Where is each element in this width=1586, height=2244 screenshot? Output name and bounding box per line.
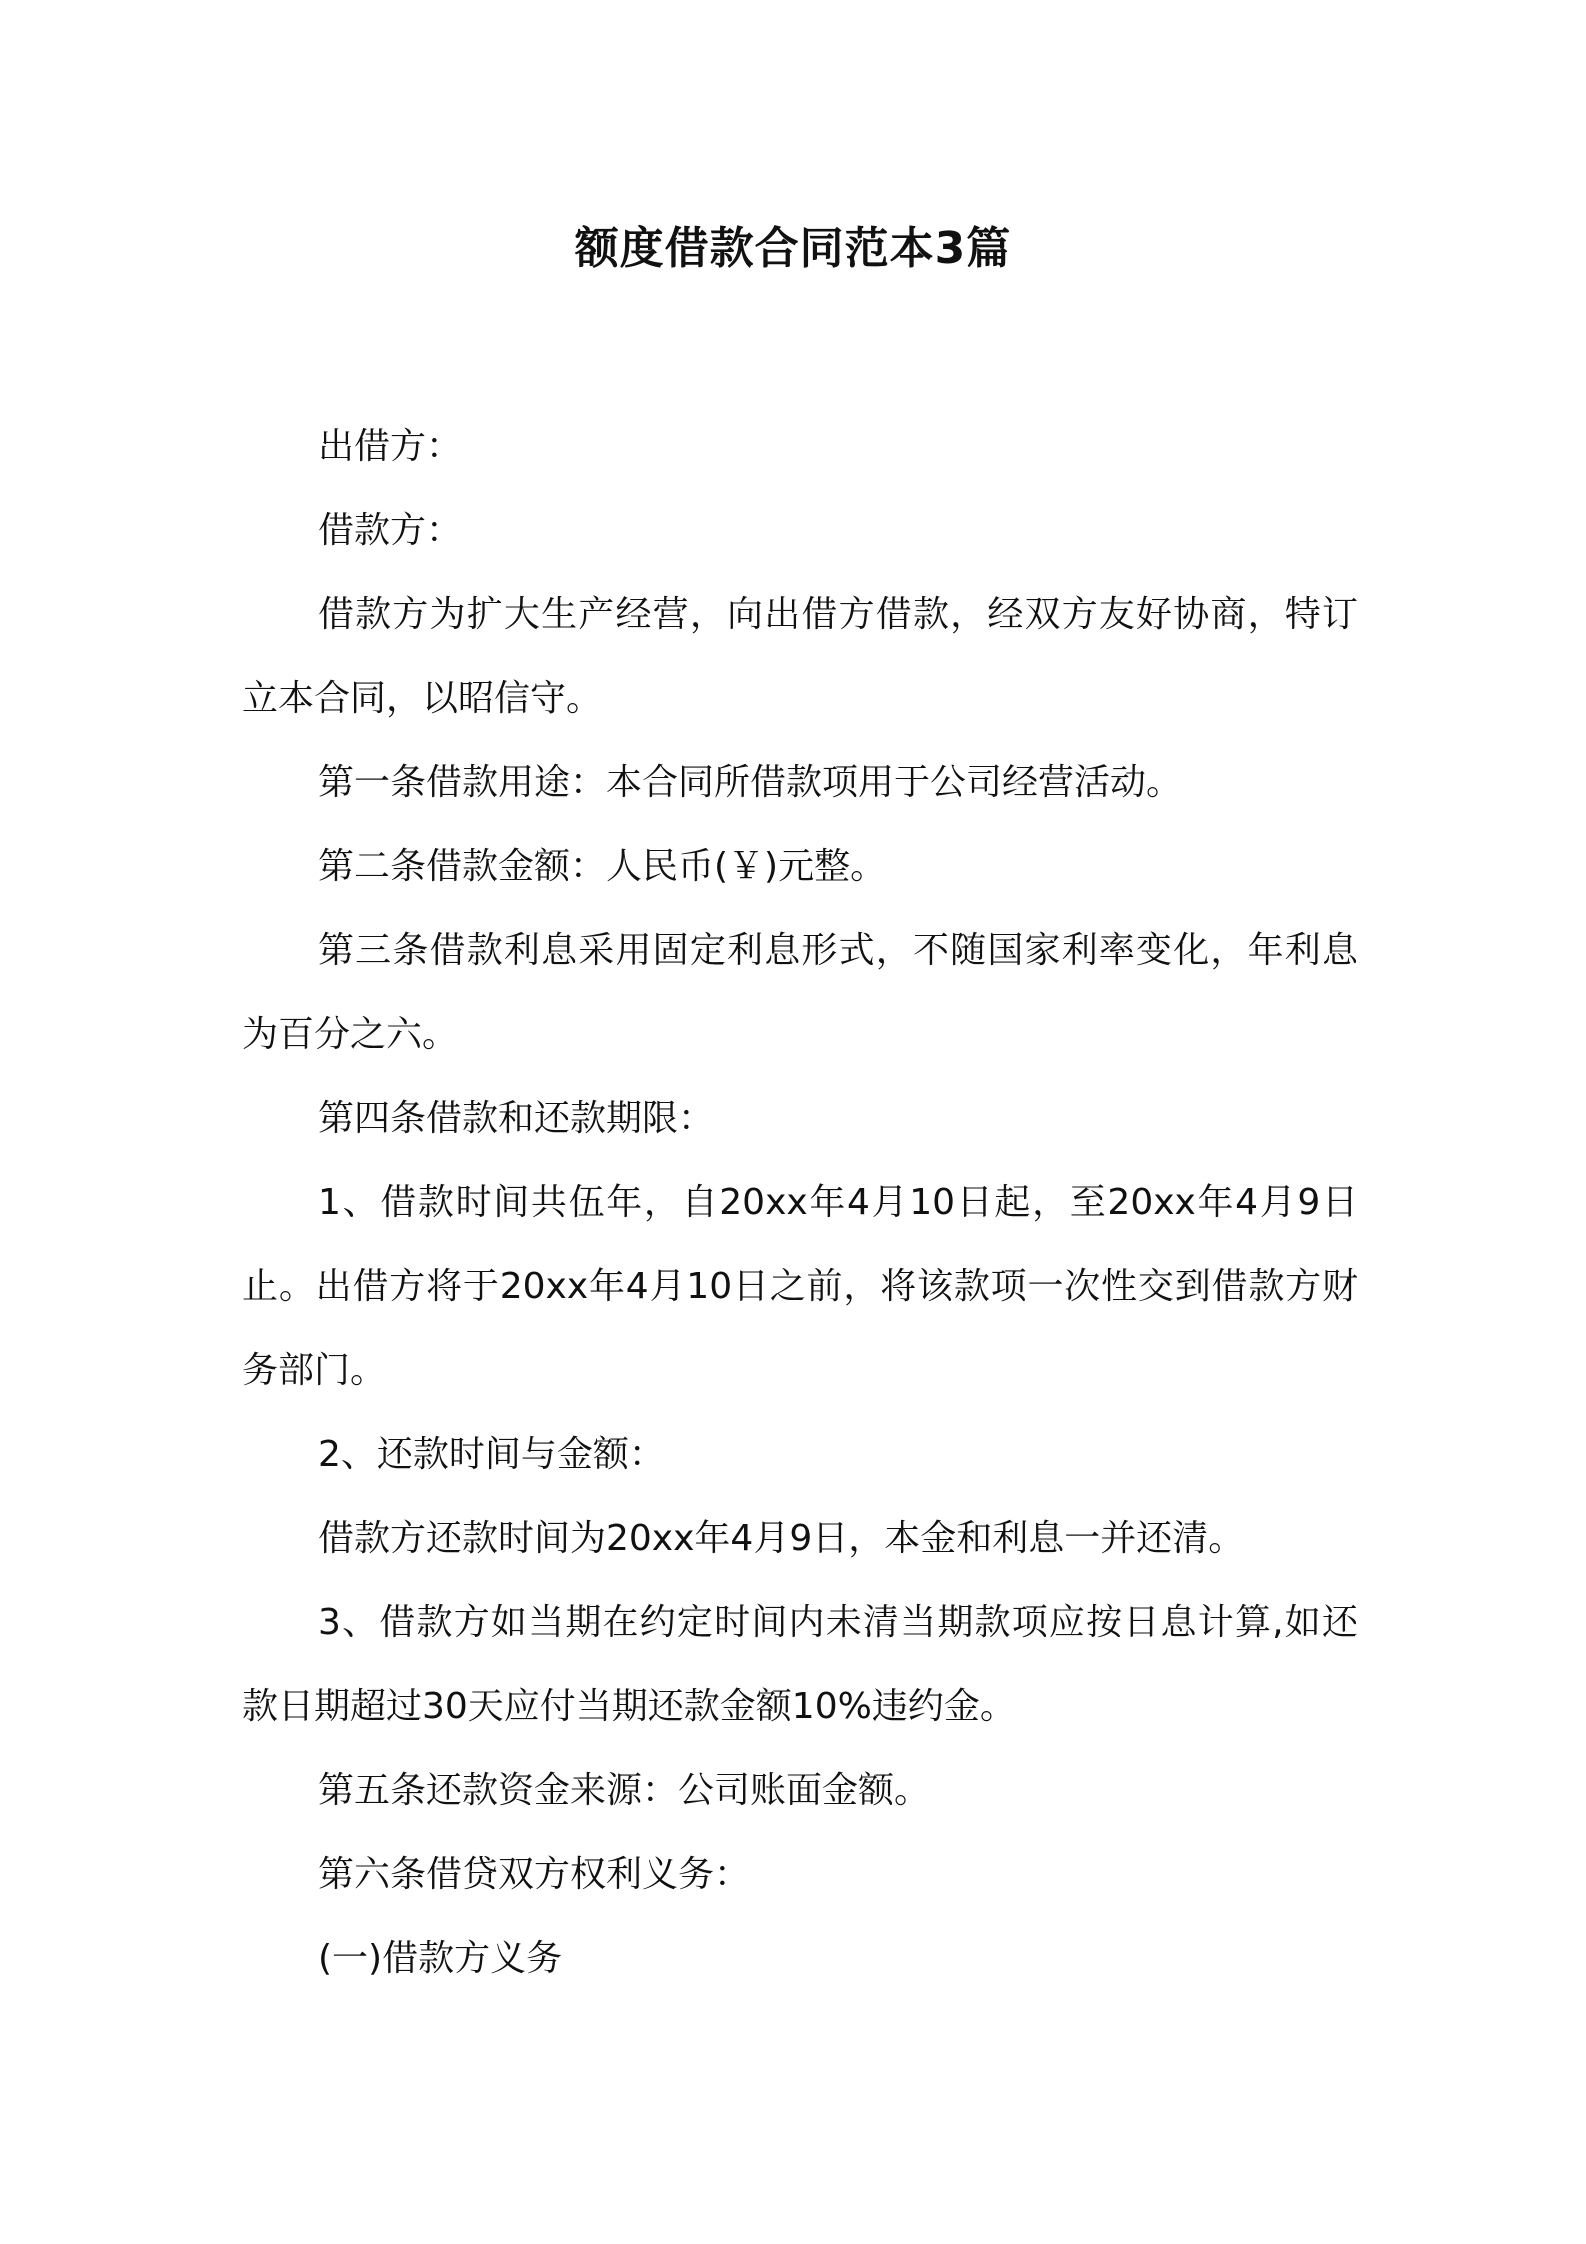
paragraph-lender: 出借方： — [318, 426, 463, 467]
paragraph-borrower: 借款方： — [318, 510, 463, 551]
document-title: 额度借款合同范本3篇 — [574, 223, 1012, 274]
paragraph-clause-3: 3、借款方如当期在约定时间内未清当期款项应按日息计算,如还款日期超过30天应付当期还款金额10%违约金。 — [242, 1602, 1358, 1727]
paragraph-clause-2: 2、还款时间与金额： — [318, 1434, 665, 1475]
paragraph-repayment-time: 借款方还款时间为20xx年4月9日，本金和利息一并还清。 — [318, 1518, 1245, 1559]
paragraph-preamble: 借款方为扩大生产经营，向出借方借款，经双方友好协商，特订立本合同，以昭信守。 — [242, 594, 1358, 719]
paragraph-article-5: 第五条还款资金来源：公司账面金额。 — [318, 1770, 931, 1811]
document-body — [242, 405, 1358, 2001]
paragraph-article-1: 第一条借款用途：本合同所借款项用于公司经营活动。 — [318, 762, 1183, 803]
paragraph-borrower-obligations: (一)借款方义务 — [318, 1938, 563, 1979]
paragraph-clause-1: 1、借款时间共伍年，自20xx年4月10日起，至20xx年4月9日止。出借方将于20xx年4月10日之前，将该款项一次性交到借款方财务部门。 — [242, 1182, 1358, 1391]
paragraph-article-2: 第二条借款金额：人民币(￥)元整。 — [318, 846, 887, 887]
paragraph-article-6: 第六条借贷双方权利义务： — [318, 1854, 751, 1895]
paragraph-article-3: 第三条借款利息采用固定利息形式，不随国家利率变化，年利息为百分之六。 — [242, 930, 1358, 1055]
paragraph-article-4: 第四条借款和还款期限： — [318, 1098, 715, 1139]
